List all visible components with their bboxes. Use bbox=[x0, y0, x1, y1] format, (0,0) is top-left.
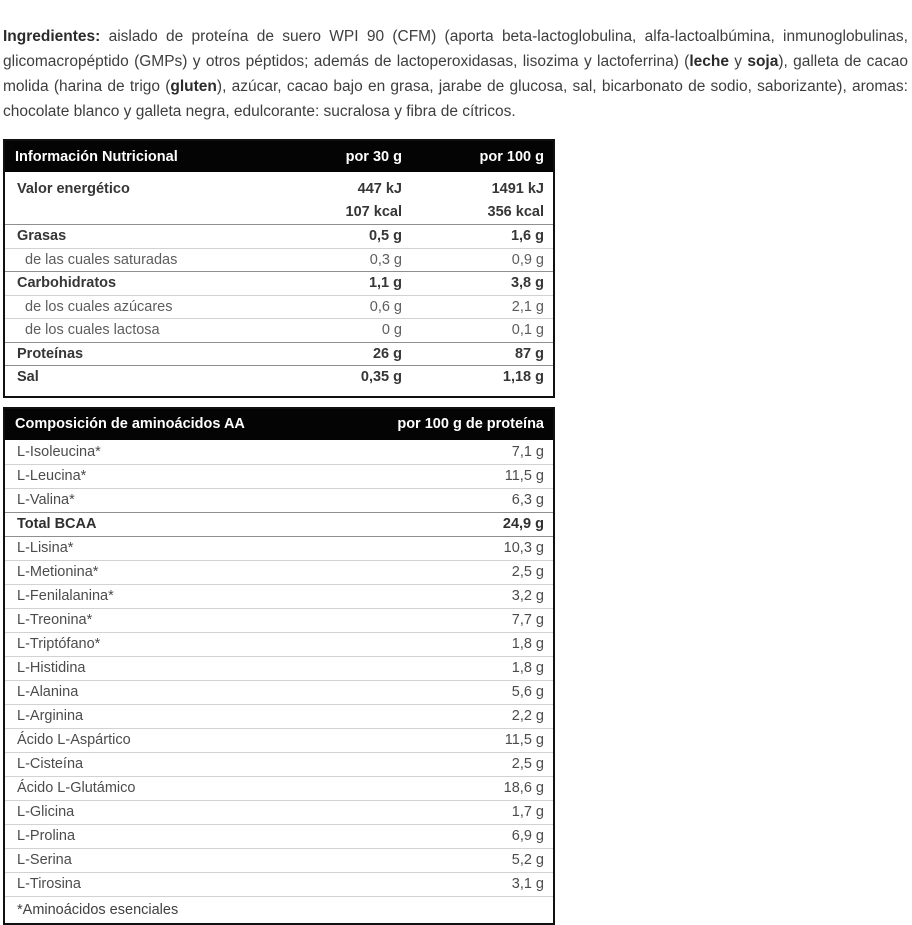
amino-row-label: L-Cisteína bbox=[17, 756, 84, 772]
amino-row-label: Ácido L-Aspártico bbox=[17, 732, 131, 748]
nutrition-row bbox=[5, 224, 553, 248]
amino-row-label: L-Histidina bbox=[17, 660, 86, 676]
nutrition-row-value-30g: 1,1 g bbox=[368, 275, 402, 292]
amino-row-value: 1,7 g bbox=[511, 804, 544, 820]
nutrition-row-value-100g: 0,9 g bbox=[511, 251, 544, 268]
ingredients-paragraph bbox=[3, 24, 910, 124]
nutrition-col-per30g: por 30 g bbox=[345, 148, 402, 165]
amino-row bbox=[5, 728, 553, 752]
amino-row bbox=[5, 800, 553, 824]
nutrition-row-value-100g: 87 g bbox=[514, 345, 544, 362]
amino-row-label: Total BCAA bbox=[17, 516, 97, 532]
nutrition-row bbox=[5, 177, 553, 201]
nutrition-row bbox=[5, 318, 553, 342]
amino-row-label: L-Leucina* bbox=[17, 468, 87, 484]
amino-table-header bbox=[5, 409, 553, 440]
amino-row-value: 3,1 g bbox=[511, 876, 544, 892]
nutrition-table-header bbox=[5, 141, 553, 172]
amino-row-value: 7,7 g bbox=[511, 612, 544, 628]
ingredients-bold-term: Ingredientes: bbox=[3, 27, 109, 45]
amino-row bbox=[5, 776, 553, 800]
nutrition-row-value-100g: 1,18 g bbox=[502, 369, 544, 386]
amino-footnote: *Aminoácidos esenciales bbox=[17, 901, 179, 918]
amino-row-label: L-Alanina bbox=[17, 684, 79, 700]
amino-row-label: Ácido L-Glutámico bbox=[17, 780, 136, 796]
nutrition-row-value-30g: 26 g bbox=[372, 345, 402, 362]
nutrition-row-value-30g: 107 kcal bbox=[345, 204, 402, 221]
amino-row-value: 5,2 g bbox=[511, 852, 544, 868]
ingredients-bold-term: gluten bbox=[170, 77, 217, 95]
ingredients-text: ), azúcar, cacao bajo en grasa, jarabe de glucosa, sal, bicarbonato de sodio, saborizante), aromas: chocolate blanco y galleta negra, edulcorante: sucralosa y fibra de cítricos. bbox=[3, 77, 908, 120]
amino-row bbox=[5, 560, 553, 584]
amino-row-value: 7,1 g bbox=[511, 443, 544, 460]
amino-row-label: L-Metionina* bbox=[17, 564, 99, 580]
amino-table-footnote-row bbox=[5, 896, 553, 923]
nutrition-row-value-100g: 1491 kJ bbox=[491, 180, 544, 197]
nutrition-row-value-30g: 0 g bbox=[381, 322, 402, 339]
amino-row-label: L-Prolina bbox=[17, 828, 76, 844]
nutrition-row bbox=[5, 271, 553, 295]
amino-row-label: L-Lisina* bbox=[17, 540, 74, 556]
nutrition-row-value-30g: 447 kJ bbox=[357, 180, 402, 197]
nutrition-table-title: Información Nutricional bbox=[15, 148, 178, 165]
amino-col-per100g-protein: por 100 g de proteína bbox=[397, 416, 544, 432]
amino-row-label: L-Valina* bbox=[17, 492, 75, 508]
amino-row-value: 24,9 g bbox=[502, 516, 544, 532]
amino-row bbox=[5, 608, 553, 632]
amino-row bbox=[5, 512, 553, 536]
ingredients-text: y bbox=[728, 52, 748, 70]
amino-table-body bbox=[5, 440, 553, 896]
amino-row-label: L-Isoleucina* bbox=[17, 443, 101, 460]
nutrition-row-value-100g: 3,8 g bbox=[510, 275, 544, 292]
amino-row-value: 11,5 g bbox=[504, 732, 544, 748]
amino-row bbox=[5, 464, 553, 488]
amino-row-label: L-Serina bbox=[17, 852, 72, 868]
nutrition-row-label: Proteínas bbox=[17, 345, 84, 362]
amino-row-value: 6,3 g bbox=[511, 492, 544, 508]
amino-row bbox=[5, 848, 553, 872]
nutrition-row-label: Valor energético bbox=[17, 180, 130, 197]
amino-row-label: L-Treonina* bbox=[17, 612, 93, 628]
amino-row-value: 1,8 g bbox=[511, 660, 544, 676]
amino-row-value: 1,8 g bbox=[511, 636, 544, 652]
nutrition-row bbox=[5, 365, 553, 389]
amino-row-value: 6,9 g bbox=[511, 828, 544, 844]
amino-row-value: 11,5 g bbox=[504, 468, 544, 484]
nutrition-table-body bbox=[5, 172, 553, 396]
nutrition-row-label: Grasas bbox=[17, 228, 67, 245]
amino-row bbox=[5, 632, 553, 656]
amino-row-label: L-Triptófano* bbox=[17, 636, 101, 652]
amino-row-value: 2,2 g bbox=[511, 708, 544, 724]
amino-row-value: 2,5 g bbox=[511, 564, 544, 580]
nutrition-row-label: de los cuales azúcares bbox=[25, 298, 173, 315]
amino-row-label: L-Glicina bbox=[17, 804, 75, 820]
nutrition-row-value-30g: 0,3 g bbox=[369, 251, 402, 268]
amino-table-title: Composición de aminoácidos AA bbox=[15, 416, 245, 432]
nutrition-row-value-30g: 0,5 g bbox=[368, 228, 402, 245]
ingredients-bold-term: leche bbox=[689, 52, 729, 70]
nutrition-row-value-30g: 0,35 g bbox=[360, 369, 402, 386]
amino-row-label: L-Tirosina bbox=[17, 876, 81, 892]
ingredients-bold-term: soja bbox=[747, 52, 779, 70]
amino-row-value: 3,2 g bbox=[511, 588, 544, 604]
amino-row bbox=[5, 488, 553, 512]
nutrition-row-label: de las cuales saturadas bbox=[25, 251, 178, 268]
nutrition-row bbox=[5, 201, 553, 225]
nutrition-row bbox=[5, 342, 553, 366]
amino-row bbox=[5, 656, 553, 680]
amino-row bbox=[5, 536, 553, 560]
nutrition-row bbox=[5, 248, 553, 272]
amino-row bbox=[5, 680, 553, 704]
nutrition-facts-table bbox=[3, 139, 555, 398]
nutrition-row-label: Sal bbox=[17, 369, 39, 386]
amino-row bbox=[5, 872, 553, 896]
ingredients-text: aislado de proteína de suero WPI 90 (CFM) (aporta beta-lactoglobulina, alfa-lactoalbúmina, inmunoglobulinas, glicomacropéptido (GMPs) y otros péptidos; además de lactoperoxidasas, lisozima y lactoferrina) ( bbox=[3, 27, 908, 70]
nutrition-row-value-100g: 356 kcal bbox=[487, 204, 544, 221]
amino-row-label: L-Fenilalanina* bbox=[17, 588, 114, 604]
amino-row bbox=[5, 704, 553, 728]
nutrition-row-value-100g: 1,6 g bbox=[510, 228, 544, 245]
ingredients-text: ), galleta de cacao molida (harina de trigo ( bbox=[3, 52, 908, 95]
amino-row bbox=[5, 752, 553, 776]
amino-row-value: 2,5 g bbox=[511, 756, 544, 772]
nutrition-row-value-100g: 2,1 g bbox=[511, 298, 544, 315]
nutrition-row-label: de los cuales lactosa bbox=[25, 322, 160, 339]
nutrition-row-value-30g: 0,6 g bbox=[369, 298, 402, 315]
amino-acid-table bbox=[3, 407, 555, 925]
amino-row bbox=[5, 584, 553, 608]
amino-row-label: L-Arginina bbox=[17, 708, 84, 724]
amino-row-value: 10,3 g bbox=[503, 540, 544, 556]
amino-row-value: 18,6 g bbox=[503, 780, 544, 796]
nutrition-row-value-100g: 0,1 g bbox=[511, 322, 544, 339]
amino-row-value: 5,6 g bbox=[511, 684, 544, 700]
nutrition-row bbox=[5, 295, 553, 319]
nutrition-col-per100g: por 100 g bbox=[479, 148, 544, 165]
amino-row bbox=[5, 440, 553, 464]
nutrition-row-label: Carbohidratos bbox=[17, 275, 117, 292]
amino-row bbox=[5, 824, 553, 848]
